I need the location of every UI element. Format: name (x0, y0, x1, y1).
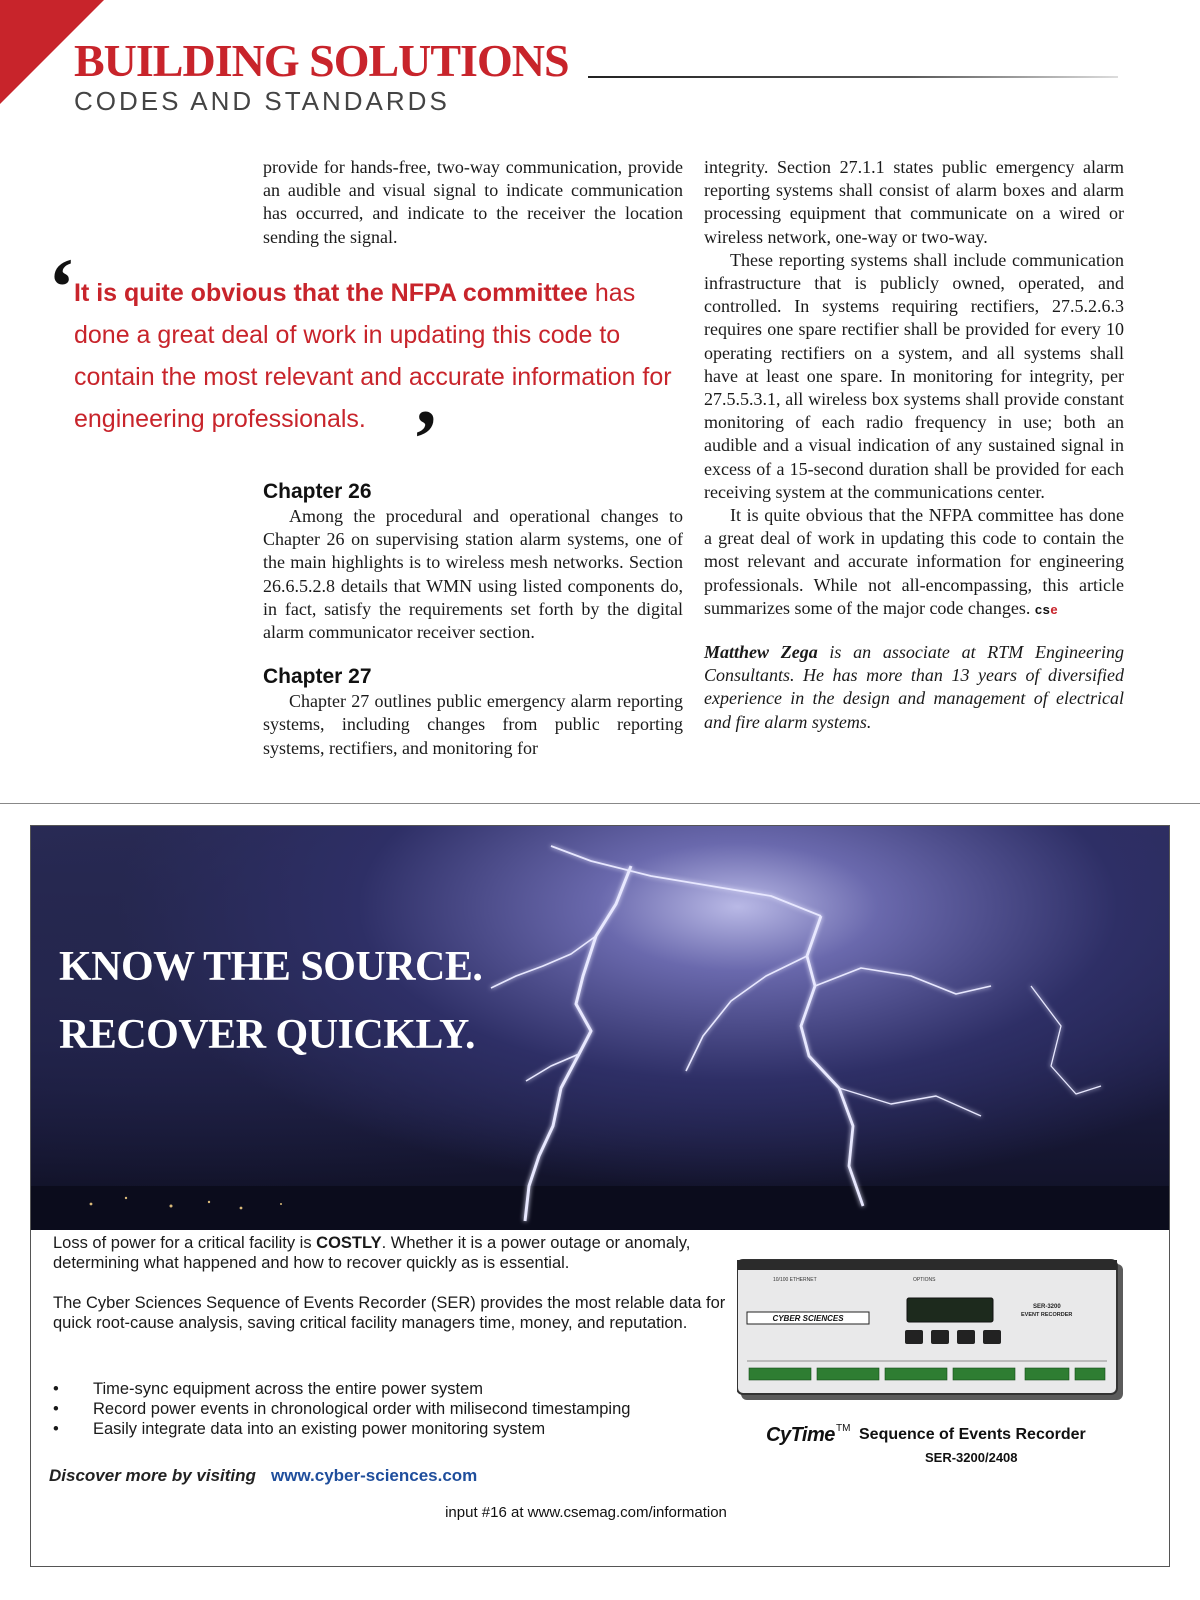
product-name: Sequence of Events Recorder (859, 1426, 1086, 1443)
ad-paragraph-1-start: Loss of power for a critical facility is (53, 1234, 317, 1252)
cse-logo-text: cse (1034, 601, 1059, 617)
device-terminal-blocks (749, 1368, 1105, 1380)
product-brand: CyTime (766, 1424, 835, 1446)
section-subtitle: CODES AND STANDARDS (74, 86, 450, 116)
author-bio (704, 641, 1124, 734)
ad-paragraph-1-end: . Whether it is a power outage or anomaly, determining what happened and how to recover quickly as is essential. (53, 1234, 691, 1272)
lightning-bolt-branch-3 (686, 956, 807, 1071)
lightning-bolt-top (551, 846, 821, 916)
event-recorder-device-image (737, 1256, 1127, 1406)
device-port-label: OPTIONS (913, 1277, 936, 1283)
product-model: SER-3200/2408 (925, 1450, 1018, 1465)
ad-paragraph-1 (53, 1233, 733, 1273)
chapter26-heading: Chapter 26 (263, 480, 372, 503)
ad-bullet-item: • Time-sync equipment across the entire power system (53, 1379, 733, 1399)
right-paragraph-1: integrity. Section 27.1.1 states public emergency alarm reporting systems shall consist of alarm boxes and alarm processing equipment that communicate on a wired or wireless network, one-way or two-way. (704, 157, 1124, 247)
device-top-strip (737, 1260, 1117, 1270)
lightning-bolt-main (525, 866, 631, 1221)
trademark-mark: TM (836, 1423, 851, 1434)
website-link[interactable]: www.cyber-sciences.com (271, 1466, 478, 1485)
lightning-bolt-branch-4 (815, 968, 991, 994)
ad-costly: COSTLY (316, 1234, 382, 1252)
device-key (957, 1330, 975, 1344)
right-paragraph-3-text: It is quite obvious that the NFPA committee has done a great deal of work in updating this code to contain the most relevant and accurate information for engineering professionals. While not all-encompassing, this article summarizes some of the major code changes. (704, 505, 1124, 618)
pull-quote (74, 272, 674, 440)
section-title: BUILDING SOLUTIONS (74, 35, 569, 86)
lightning-bolt-far-right (1031, 986, 1101, 1094)
title-rule (588, 76, 1118, 78)
left-column-chapters (263, 479, 683, 760)
lightning-bolt-branch-1 (491, 936, 596, 988)
device-key (931, 1330, 949, 1344)
horizon-band (31, 1186, 1170, 1230)
intro-paragraph: provide for hands-free, two-way communication, provide an audible and visual signal to indicate communication has occurred, and indicate to the receiver the location sending the signal. (263, 157, 683, 247)
chapter26-paragraph: Among the procedural and operational changes to Chapter 26 on supervising station alarm systems, one of the main highlights is to wireless mesh networks. Section 26.6.5.2.8 details that WMN using listed components do, in fact, satisfy the requirements set forth by the digital alarm communicator receiver section. (263, 506, 683, 643)
cse-logo (1035, 602, 1058, 617)
chapter27-paragraph: Chapter 27 outlines public emergency alarm reporting systems, including changes from public reporting systems, rectifiers, and monitoring for (263, 691, 683, 758)
advertisement (30, 825, 1170, 1567)
ad-headline-line-1: KNOW THE SOURCE. (59, 944, 483, 990)
device-port-label: 10/100 ETHERNET (773, 1277, 817, 1283)
device-key (905, 1330, 923, 1344)
open-quote-mark: ‘ (48, 241, 76, 332)
left-column-top (263, 156, 683, 249)
device-model-label: EVENT RECORDER (1021, 1312, 1073, 1318)
pull-quote-bold: It is quite obvious that the NFPA committee (74, 279, 588, 307)
device-lcd-screen (907, 1298, 993, 1322)
discover-label: Discover more by visiting (49, 1466, 256, 1485)
device-number-rail (747, 1360, 1107, 1362)
device-key (983, 1330, 1001, 1344)
device-brand-label: CYBER SCIENCES (772, 1314, 844, 1323)
lightning-storm-image (31, 826, 1170, 1230)
right-paragraph-3 (704, 504, 1124, 621)
device-model-label: SER-3200 (1033, 1304, 1061, 1310)
lightning-bolt-right (801, 916, 863, 1206)
ad-headline-line-2: RECOVER QUICKLY. (59, 1012, 475, 1058)
ad-bullet-list (53, 1379, 733, 1439)
reader-service-line[interactable]: input #16 at www.csemag.com/information (445, 1504, 727, 1521)
ad-bullet-item: • Record power events in chronological order with milisecond timestamping (53, 1399, 733, 1419)
right-column (704, 156, 1124, 734)
right-paragraph-2: These reporting systems shall include communication infrastructure that is publicly owned, operated, and controlled. In systems requiring rectifiers, 27.5.2.6.3 requires one spare rectifier shall be provided for every 10 operating rectifiers on a system, and all systems shall have at least one spare. In monitoring for integrity, per 27.5.5.3.1, all wireless box systems shall provide constant monitoring of each radio frequency in use; both an audible and a visual indication of any sustained signal in excess of a 15-second duration shall be provided for each receiving system at the communications center. (704, 249, 1124, 502)
author-bio-text: is an associate at RTM Engineering Consultants. He has more than 13 years of diversified experience in the design and management of electrical and fire alarm systems. (704, 642, 1124, 732)
chapter27-heading: Chapter 27 (263, 665, 372, 689)
pull-quote-rest: has done a great deal of work in updating this code to contain the most relevant and accurate information for engineering professionals. (74, 279, 672, 433)
ad-paragraph-2: The Cyber Sciences Sequence of Events Recorder (SER) provides the most relable data for quick root-cause analysis, saving critical facility managers time, money, and reputation. (53, 1294, 726, 1332)
author-name: Matthew Zega (704, 642, 818, 663)
lightning-bolt-branch-5 (839, 1088, 981, 1116)
cse-logo-accent: e (1050, 601, 1059, 617)
page-divider (0, 803, 1200, 804)
close-quote-mark: ’ (412, 393, 440, 484)
ad-bullet-item: • Easily integrate data into an existing power monitoring system (53, 1419, 733, 1439)
